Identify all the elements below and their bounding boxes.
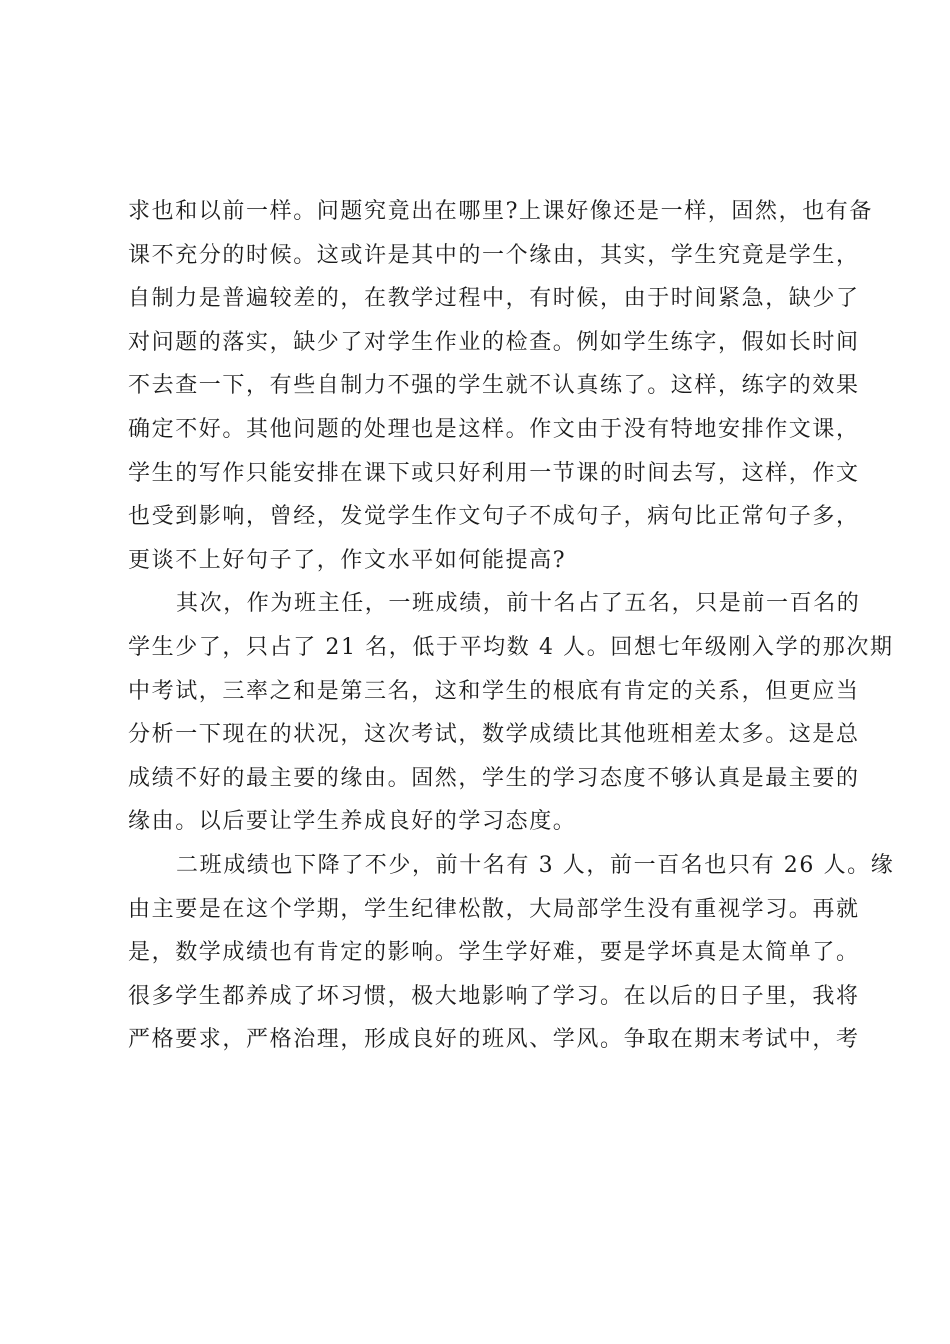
paragraph-2 bbox=[128, 582, 894, 844]
text-line: 是，数学成绩也有肯定的影响。学生学好难，要是学坏真是太简单了。 bbox=[128, 940, 860, 966]
text-line: 也受到影响，曾经，发觉学生作文句子不成句子，病句比正常句子多， bbox=[128, 504, 860, 530]
text-line: 不去查一下，有些自制力不强的学生就不认真练了。这样，练字的效果 bbox=[128, 373, 860, 399]
text-line: 确定不好。其他问题的处理也是这样。作文由于没有特地安排作文课， bbox=[128, 416, 860, 442]
paragraph-1 bbox=[128, 190, 873, 582]
text-line: 很多学生都养成了坏习惯，极大地影响了学习。在以后的日子里，我将 bbox=[128, 983, 860, 1009]
text-line: 学生少了，只占了 21 名，低于平均数 4 人。回想七年级刚入学的那次期 bbox=[128, 634, 894, 660]
text-line: 学生的写作只能安排在课下或只好利用一节课的时间去写，这样，作文 bbox=[128, 460, 860, 486]
text-line: 更谈不上好句子了，作文水平如何能提高? bbox=[128, 547, 567, 573]
paragraph-3 bbox=[128, 844, 895, 1062]
text-line: 中考试，三率之和是第三名，这和学生的根底有肯定的关系，但更应当 bbox=[128, 678, 860, 704]
text-line: 严格要求，严格治理，形成良好的班风、学风。争取在期末考试中，考 bbox=[128, 1027, 860, 1053]
text-line: 自制力是普遍较差的，在教学过程中，有时候，由于时间紧急，缺少了 bbox=[128, 286, 860, 312]
text-line: 成绩不好的最主要的缘由。固然，学生的学习态度不够认真是最主要的 bbox=[128, 765, 860, 791]
text-line: 对问题的落实，缺少了对学生作业的检查。例如学生练字，假如长时间 bbox=[128, 329, 860, 355]
text-line: 由主要是在这个学期，学生纪律松散，大局部学生没有重视学习。再就 bbox=[128, 896, 860, 922]
text-line: 求也和以前一样。问题究竟出在哪里?上课好像还是一样，固然，也有备 bbox=[128, 199, 873, 224]
text-line: 其次，作为班主任，一班成绩，前十名占了五名，只是前一百名的 bbox=[176, 591, 861, 617]
text-line: 二班成绩也下降了不少，前十名有 3 人，前一百名也只有 26 人。缘 bbox=[176, 852, 895, 878]
text-line: 分析一下现在的状况，这次考试，数学成绩比其他班相差太多。这是总 bbox=[128, 722, 860, 748]
document-body bbox=[128, 190, 895, 1062]
text-line: 缘由。以后要让学生养成良好的学习态度。 bbox=[128, 809, 577, 835]
text-line: 课不充分的时候。这或许是其中的一个缘由，其实，学生究竟是学生， bbox=[128, 242, 860, 268]
